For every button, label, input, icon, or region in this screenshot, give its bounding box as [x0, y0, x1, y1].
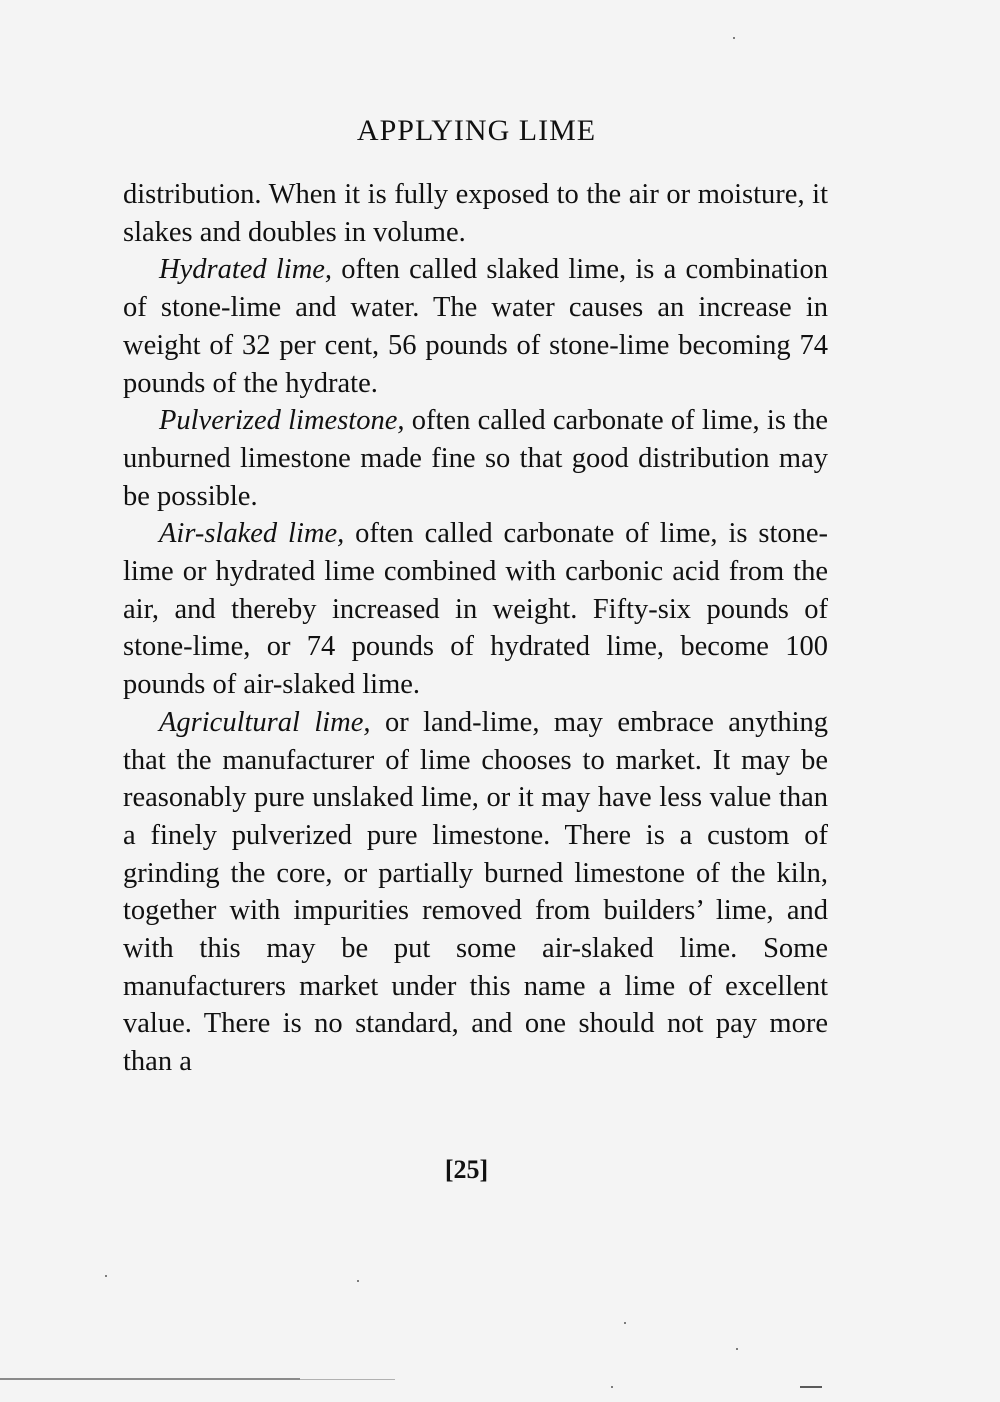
dust-speck — [357, 1280, 359, 1282]
page-number: [25] — [444, 1155, 489, 1184]
defined-term: Pulverized limestone, — [159, 405, 405, 437]
paragraph-text: often called slaked lime, is a combination of stone-lime and water. The water causes an increase in weight of 32 per cent, 56 pounds of stone-lime becoming 74 pounds of the hydrate. — [123, 254, 828, 399]
dust-speck — [736, 1348, 738, 1350]
paragraph — [123, 515, 828, 704]
paragraph — [123, 402, 828, 515]
paragraph — [123, 176, 828, 251]
scan-edge-mark — [800, 1386, 822, 1388]
paragraph-text: or land-lime, may embrace anything that the manufacturer of lime chooses to market. It may be reasonably pure unslaked lime, or it may have less value than a finely pulverized pure limestone. There is a custom of grinding the core, or partially burned limestone of the kiln, together with impurities removed from builders’ lime, and with this may be put some air-slaked lime. Some manufacturers market under this name a lime of excellent value. There is no standard, and one should not pay more than a — [123, 706, 829, 1078]
defined-term: Agricultural lime, — [159, 706, 371, 738]
paragraph — [123, 251, 828, 402]
dust-speck — [624, 1322, 626, 1324]
paragraph-text: distribution. When it is fully exposed to the air or moisture, it slakes and doubles in volume. — [123, 179, 828, 248]
running-head: APPLYING LIME — [356, 114, 597, 147]
body-text — [123, 176, 828, 1081]
paragraph — [123, 704, 828, 1081]
paragraph-text: often called carbonate of lime, is the unburned limestone made fine so that good distribution may be possible. — [123, 405, 829, 512]
scan-edge-mark — [300, 1379, 395, 1380]
defined-term: Air-slaked lime, — [159, 518, 345, 550]
dust-speck — [105, 1275, 107, 1277]
dust-speck — [733, 37, 735, 39]
defined-term: Hydrated lime, — [159, 254, 333, 286]
dust-speck — [611, 1386, 613, 1388]
paragraph-text: often called carbonate of lime, is stone-lime or hydrated lime combined with carbonic acid from the air, and thereby increased in weight. Fifty-six pounds of stone-lime, or 74 pounds of hydrated lime, become 100 pounds of air-slaked lime. — [123, 518, 828, 701]
scan-edge-mark — [0, 1378, 300, 1380]
